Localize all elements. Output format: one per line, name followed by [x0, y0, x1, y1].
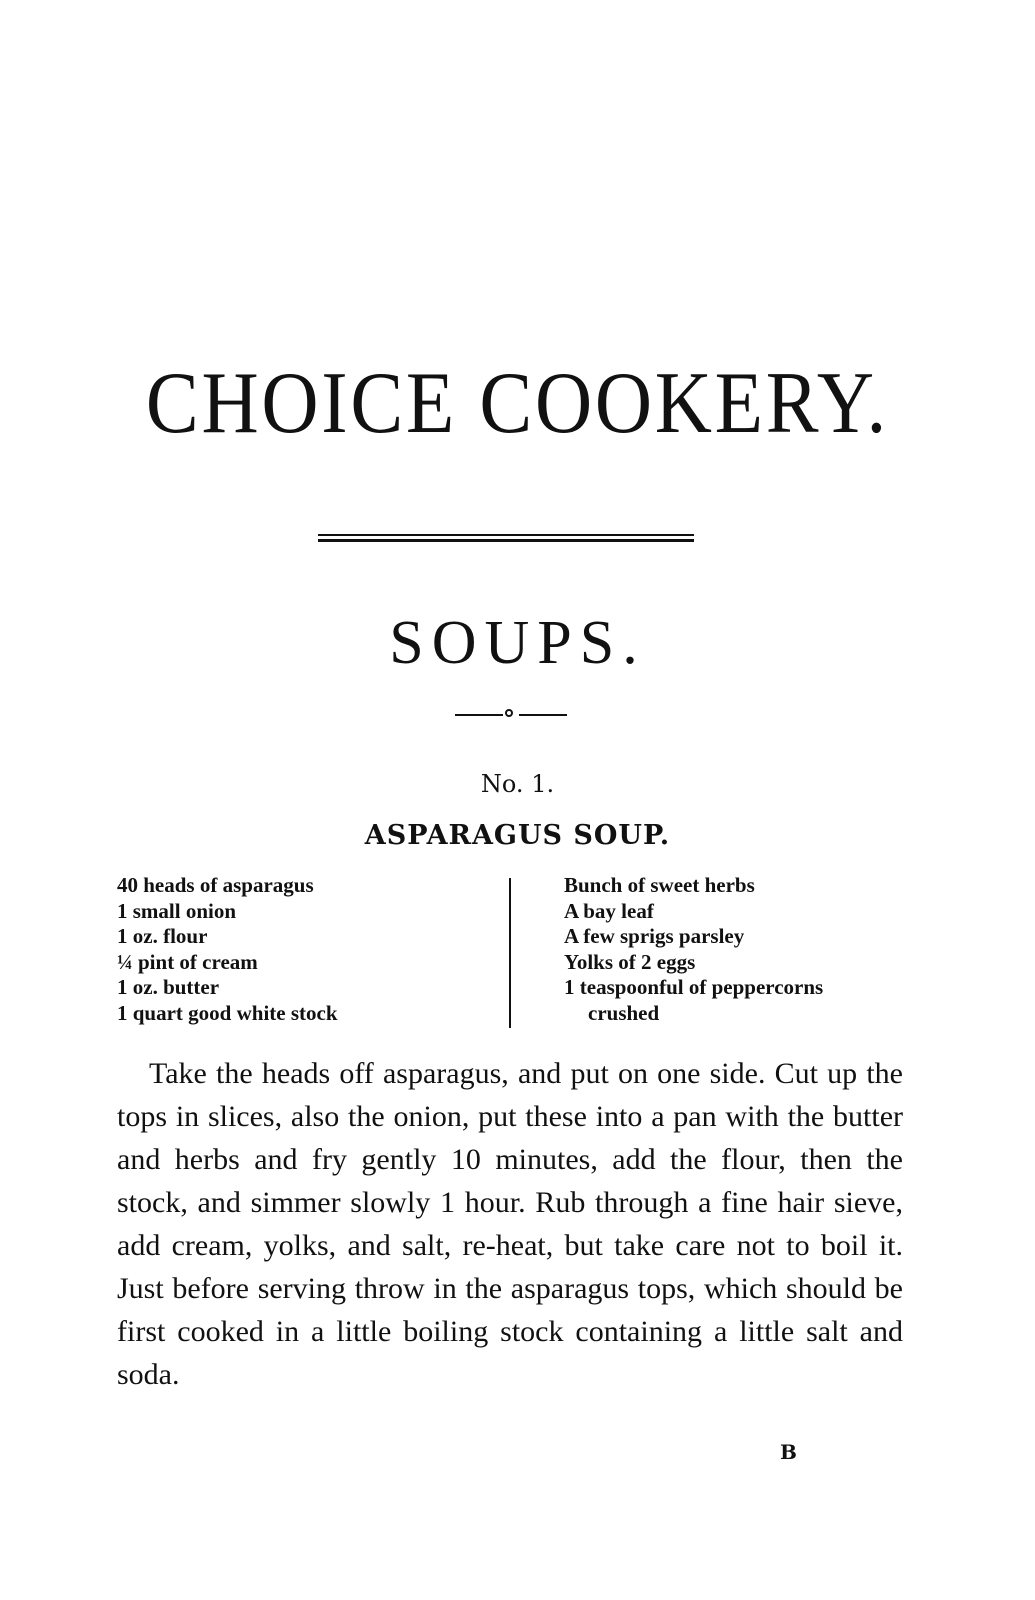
ingredients-column-divider — [509, 878, 511, 1028]
ingredients-left-column — [117, 873, 497, 1026]
book-title: CHOICE COOKERY. — [145, 355, 890, 452]
recipe-method-paragraph: Take the heads off asparagus, and put on one side. Cut up the tops in slices, also the onion, put these into a pan with the butter and herbs and fry gently 10 minutes, add the flour, then the stock, and simmer slowly 1 hour. Rub through a fine hair sieve, add cream, yolks, and salt, re-heat, but take care not to boil it. Just before serving throw in the asparagus tops, which should be first cooked in a little boiling stock containing a little salt and soda. — [117, 1057, 903, 1391]
ingredient-item: 1 oz. butter — [117, 975, 220, 999]
recipe-number: No. 1. — [480, 770, 555, 798]
ornament-line-right — [519, 714, 567, 716]
signature-mark: B — [780, 1440, 797, 1464]
double-rule-divider — [318, 534, 694, 542]
ingredient-item: A bay leaf — [564, 898, 654, 923]
ingredient-item: Yolks of 2 eggs — [564, 949, 696, 974]
ornament-circle-icon — [505, 709, 513, 717]
ingredient-item: 1 oz. flour — [117, 924, 208, 948]
ornament-line-left — [455, 714, 503, 716]
ingredients-right-column — [564, 873, 934, 1026]
ingredient-item: 1 teaspoonful of peppercorns — [564, 975, 824, 999]
ingredient-item: 1 small onion — [117, 898, 237, 923]
ornament-divider — [455, 708, 567, 722]
ingredient-item: A few sprigs parsley — [564, 924, 745, 948]
ingredient-item: crushed — [588, 1000, 660, 1025]
ingredient-item: 40 heads of asparagus — [117, 873, 314, 897]
section-title: SOUPS. — [389, 609, 646, 677]
ingredient-item: Bunch of sweet herbs — [564, 873, 755, 897]
ingredient-item: ¼ pint of cream — [117, 949, 258, 974]
recipe-title: ASPARAGUS SOUP. — [364, 820, 671, 851]
ingredient-item: 1 quart good white stock — [117, 1000, 338, 1025]
